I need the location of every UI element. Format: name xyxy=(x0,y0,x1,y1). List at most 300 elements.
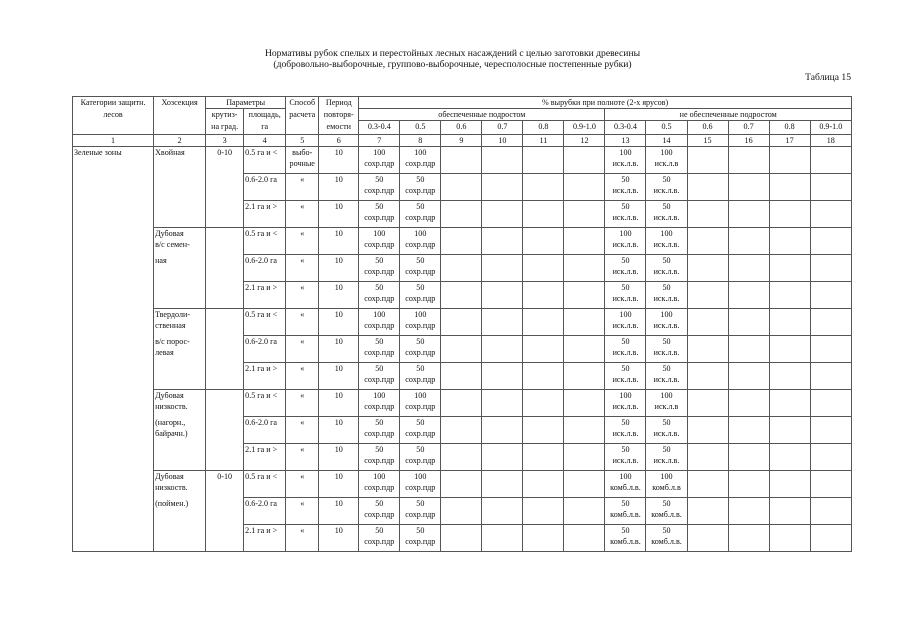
area-cell xyxy=(244,390,286,417)
cell-line-bottom xyxy=(245,266,284,277)
cell-line-bottom xyxy=(155,266,204,277)
cell-line-bottom xyxy=(74,482,152,493)
cell-line-bottom xyxy=(320,239,357,250)
cell-line-top xyxy=(524,363,562,374)
pct-provided-cell xyxy=(400,174,441,201)
cell-line-bottom xyxy=(730,347,768,358)
steepness-cell xyxy=(206,228,244,255)
cell-line-bottom xyxy=(155,536,204,547)
pct-provided-cell xyxy=(523,417,564,444)
cell-line-top: 2.1 га и > xyxy=(245,364,278,373)
cell-line-top: 100 xyxy=(660,229,673,238)
pct-not-provided-cell xyxy=(769,444,810,471)
cell-line-bottom xyxy=(245,455,284,466)
cell-line-top xyxy=(74,228,152,239)
cell-line-top: 50 xyxy=(416,526,425,535)
cell-line-bottom: сохр.пдр xyxy=(405,510,436,519)
cell-line-top xyxy=(812,309,850,320)
cell-line-top xyxy=(74,255,152,266)
header-period-cont: повторя- xyxy=(319,109,359,121)
steepness-cell xyxy=(206,417,244,444)
cell-line-top xyxy=(524,147,562,158)
cell-line-top xyxy=(207,498,242,509)
cell-line-bottom xyxy=(74,293,152,304)
cell-line-bottom xyxy=(730,320,768,331)
cell-line-top: 0.5 га и < xyxy=(245,229,278,238)
cell-line-top xyxy=(689,282,727,293)
pct-provided-cell xyxy=(523,282,564,309)
cell-line-top xyxy=(442,309,480,320)
cell-line-bottom xyxy=(287,320,317,331)
hozsection-cell xyxy=(154,498,206,525)
method-cell xyxy=(286,174,319,201)
hozsection-cell xyxy=(154,228,206,255)
pct-not-provided-cell xyxy=(687,336,728,363)
cell-line-top: 50 xyxy=(621,283,630,292)
pct-not-provided-cell xyxy=(605,336,646,363)
category-cell xyxy=(73,336,154,363)
cell-line-bottom: левая xyxy=(155,347,174,357)
cell-line-top xyxy=(812,174,850,185)
category-cell xyxy=(73,201,154,228)
cell-line-bottom xyxy=(207,158,242,169)
cell-line-bottom xyxy=(812,428,850,439)
pct-provided-cell xyxy=(359,444,400,471)
cell-line-bottom xyxy=(730,266,768,277)
pct-not-provided-cell xyxy=(769,390,810,417)
cell-line-top: 50 xyxy=(375,499,384,508)
cell-line-top: 100 xyxy=(373,391,386,400)
pct-not-provided-cell xyxy=(769,228,810,255)
pct-provided-cell xyxy=(400,444,441,471)
cell-line-bottom xyxy=(320,320,357,331)
table-row xyxy=(73,417,852,444)
table-row xyxy=(73,282,852,309)
cell-line-bottom xyxy=(730,455,768,466)
cell-line-top xyxy=(207,336,242,347)
cell-line-bottom xyxy=(483,239,521,250)
cell-line-bottom xyxy=(689,266,727,277)
cell-line-top: 100 xyxy=(660,148,673,157)
cell-line-bottom xyxy=(207,320,242,331)
cell-line-top: 50 xyxy=(662,364,671,373)
table-row xyxy=(73,390,852,417)
cell-line-bottom xyxy=(730,536,768,547)
cell-line-bottom: сохр.пдр xyxy=(405,321,436,330)
cell-line-top: 0.6-2.0 га xyxy=(245,418,278,427)
cell-line-top: (нагорн., xyxy=(155,417,186,427)
hozsection-cell xyxy=(154,282,206,309)
hozsection-cell xyxy=(154,363,206,390)
cell-line-bottom xyxy=(565,239,603,250)
pct-not-provided-cell xyxy=(810,471,851,498)
cell-line-bottom: сохр.пдр xyxy=(364,510,395,519)
cell-line-top: 2.1 га и > xyxy=(245,526,278,535)
category-cell xyxy=(73,525,154,552)
cell-line-top: 10 xyxy=(334,499,343,508)
cell-line-top xyxy=(689,228,727,239)
category-cell xyxy=(73,309,154,336)
pct-provided-cell xyxy=(523,390,564,417)
cell-line-bottom xyxy=(320,158,357,169)
cell-line-top xyxy=(771,390,809,401)
pct-not-provided-cell xyxy=(810,363,851,390)
cell-line-top xyxy=(483,309,521,320)
cell-line-bottom xyxy=(771,428,809,439)
cell-line-bottom: иск.л.в. xyxy=(612,186,639,195)
pct-not-provided-cell xyxy=(769,309,810,336)
pct-not-provided-cell xyxy=(605,228,646,255)
cell-line-top: « xyxy=(300,310,305,319)
pct-not-provided-cell xyxy=(646,147,687,174)
pct-not-provided-cell xyxy=(769,498,810,525)
cell-line-top xyxy=(771,444,809,455)
cell-line-bottom xyxy=(74,158,152,169)
hozsection-cell xyxy=(154,174,206,201)
cell-line-bottom: иск.л.в xyxy=(654,402,679,411)
cell-line-top xyxy=(565,228,603,239)
cell-line-bottom xyxy=(245,374,284,385)
cell-line-bottom: иск.л.в. xyxy=(612,267,639,276)
bottom-border-cell xyxy=(244,552,286,553)
cell-line-bottom xyxy=(524,536,562,547)
cell-line-bottom xyxy=(771,185,809,196)
category-cell xyxy=(73,282,154,309)
category-cell xyxy=(73,147,154,174)
pct-provided-cell xyxy=(564,255,605,282)
cell-line-bottom xyxy=(565,158,603,169)
cell-line-bottom xyxy=(524,266,562,277)
cell-line-top xyxy=(483,390,521,401)
pct-not-provided-cell xyxy=(687,417,728,444)
cell-line-top: Дубовая xyxy=(155,391,184,400)
pct-provided-cell xyxy=(482,201,523,228)
cell-line-bottom xyxy=(207,536,242,547)
cell-line-top: 10 xyxy=(334,391,343,400)
hozsection-cell xyxy=(154,147,206,174)
column-number: 4 xyxy=(244,135,286,147)
cell-line-top xyxy=(483,471,521,482)
cell-line-top: выбо- xyxy=(292,148,313,157)
cell-line-bottom xyxy=(565,401,603,412)
column-number: 5 xyxy=(286,135,319,147)
header-steepness-cont: на град. xyxy=(206,121,244,135)
density-header: 0.8 xyxy=(769,121,810,135)
cell-line-top xyxy=(442,228,480,239)
cell-line-bottom xyxy=(771,347,809,358)
pct-not-provided-cell xyxy=(810,417,851,444)
cell-line-top: « xyxy=(300,391,305,400)
cell-line-bottom xyxy=(442,509,480,520)
pct-not-provided-cell xyxy=(728,201,769,228)
cell-line-top xyxy=(442,201,480,212)
cell-line-top xyxy=(771,174,809,185)
pct-provided-cell xyxy=(564,147,605,174)
cell-line-top xyxy=(207,363,242,374)
cell-line-top: 0.6-2.0 га xyxy=(245,256,278,265)
density-header: 0.6 xyxy=(441,121,482,135)
cell-line-bottom xyxy=(524,509,562,520)
cell-line-bottom xyxy=(442,158,480,169)
cell-line-bottom xyxy=(245,320,284,331)
cell-line-top xyxy=(771,498,809,509)
period-cell xyxy=(319,228,359,255)
bottom-border-cell xyxy=(441,552,482,553)
cell-line-bottom xyxy=(689,185,727,196)
norms-table xyxy=(72,96,852,552)
cell-line-top xyxy=(155,363,204,374)
cell-line-top: 0.6-2.0 га xyxy=(245,499,278,508)
pct-provided-cell xyxy=(564,498,605,525)
cell-line-bottom xyxy=(730,509,768,520)
cell-line-bottom xyxy=(565,428,603,439)
table-row xyxy=(73,174,852,201)
period-cell xyxy=(319,255,359,282)
cell-line-bottom xyxy=(771,374,809,385)
cell-line-bottom xyxy=(287,293,317,304)
cell-line-bottom: комб.л.в xyxy=(652,483,681,492)
cell-line-top xyxy=(730,228,768,239)
period-cell xyxy=(319,309,359,336)
cell-line-bottom: иск.л.в. xyxy=(612,456,639,465)
pct-not-provided-cell xyxy=(646,309,687,336)
method-cell xyxy=(286,444,319,471)
cell-line-bottom: сохр.пдр xyxy=(364,402,395,411)
cell-line-top xyxy=(74,336,152,347)
area-cell xyxy=(244,471,286,498)
cell-line-bottom xyxy=(730,185,768,196)
pct-not-provided-cell xyxy=(810,228,851,255)
cell-line-top xyxy=(524,174,562,185)
cell-line-bottom xyxy=(565,509,603,520)
cell-line-bottom xyxy=(245,293,284,304)
cell-line-top xyxy=(689,255,727,266)
pct-provided-cell xyxy=(359,390,400,417)
cell-line-bottom: сохр.пдр xyxy=(364,348,395,357)
pct-provided-cell xyxy=(482,363,523,390)
area-cell xyxy=(244,147,286,174)
cell-line-bottom xyxy=(771,536,809,547)
cell-line-top xyxy=(442,525,480,536)
cell-line-top xyxy=(730,282,768,293)
cell-line-top: 50 xyxy=(662,337,671,346)
cell-line-top: 50 xyxy=(662,202,671,211)
cell-line-top: 50 xyxy=(416,175,425,184)
cell-line-top xyxy=(771,525,809,536)
cell-line-top: 0.6-2.0 га xyxy=(245,175,278,184)
cell-line-top xyxy=(442,147,480,158)
cell-line-bottom xyxy=(74,536,152,547)
cell-line-bottom xyxy=(771,293,809,304)
pct-not-provided-cell xyxy=(646,417,687,444)
cell-line-top: 100 xyxy=(660,472,673,481)
pct-provided-cell xyxy=(564,282,605,309)
hozsection-cell xyxy=(154,390,206,417)
pct-provided-cell xyxy=(523,147,564,174)
cell-line-bottom xyxy=(245,158,284,169)
cell-line-bottom xyxy=(524,320,562,331)
cell-line-bottom xyxy=(74,455,152,466)
cell-line-top xyxy=(565,363,603,374)
cell-line-top xyxy=(524,390,562,401)
header-steepness: крутиз- xyxy=(206,109,244,121)
cell-line-top: 10 xyxy=(334,256,343,265)
cell-line-top xyxy=(689,417,727,428)
cell-line-top: 2.1 га и > xyxy=(245,445,278,454)
method-cell xyxy=(286,228,319,255)
cell-line-top: Хвойная xyxy=(155,148,185,157)
cell-line-bottom xyxy=(320,455,357,466)
category-cell xyxy=(73,255,154,282)
cell-line-top: 50 xyxy=(662,445,671,454)
pct-not-provided-cell xyxy=(810,390,851,417)
cell-line-top: 10 xyxy=(334,229,343,238)
pct-provided-cell xyxy=(441,255,482,282)
cell-line-top xyxy=(565,390,603,401)
cell-line-bottom: байрачн.) xyxy=(155,428,188,438)
cell-line-top xyxy=(524,471,562,482)
cell-line-bottom xyxy=(320,293,357,304)
steepness-cell xyxy=(206,363,244,390)
header-area-cont: га xyxy=(244,121,286,135)
cell-line-bottom: сохр.пдр xyxy=(364,321,395,330)
column-number: 1 xyxy=(73,135,154,147)
cell-line-top: 10 xyxy=(334,526,343,535)
area-cell xyxy=(244,417,286,444)
steepness-cell xyxy=(206,174,244,201)
pct-provided-cell xyxy=(359,228,400,255)
pct-provided-cell xyxy=(441,309,482,336)
cell-line-top: 10 xyxy=(334,445,343,454)
cell-line-bottom xyxy=(812,536,850,547)
cell-line-top xyxy=(207,201,242,212)
pct-provided-cell xyxy=(482,417,523,444)
pct-not-provided-cell xyxy=(769,174,810,201)
cell-line-bottom: рочные xyxy=(289,159,315,168)
cell-line-top: 100 xyxy=(414,472,427,481)
pct-provided-cell xyxy=(564,174,605,201)
cell-line-top: 50 xyxy=(375,364,384,373)
column-number: 7 xyxy=(359,135,400,147)
area-cell xyxy=(244,336,286,363)
pct-provided-cell xyxy=(564,471,605,498)
method-cell xyxy=(286,255,319,282)
cell-line-top xyxy=(155,525,204,536)
cell-line-top xyxy=(771,309,809,320)
cell-line-bottom: иск.л.в. xyxy=(612,294,639,303)
cell-line-bottom: низкоств. xyxy=(155,402,188,411)
cell-line-top: « xyxy=(300,418,305,427)
cell-line-top: 100 xyxy=(660,310,673,319)
cell-line-top xyxy=(74,201,152,212)
table-body xyxy=(73,147,852,553)
cell-line-top: 50 xyxy=(416,418,425,427)
pct-not-provided-cell xyxy=(810,525,851,552)
cell-line-bottom: в/с семен- xyxy=(155,240,190,249)
pct-provided-cell xyxy=(441,336,482,363)
pct-provided-cell xyxy=(482,471,523,498)
cell-line-bottom: сохр.пдр xyxy=(405,402,436,411)
cell-line-top xyxy=(689,363,727,374)
table-row xyxy=(73,525,852,552)
cell-line-top: « xyxy=(300,175,305,184)
cell-line-bottom xyxy=(155,212,204,223)
cell-line-bottom xyxy=(320,374,357,385)
header-percent: % вырубки при полноте (2-х ярусов) xyxy=(359,97,852,109)
category-cell xyxy=(73,498,154,525)
pct-not-provided-cell xyxy=(728,471,769,498)
cell-line-top: 2.1 га и > xyxy=(245,202,278,211)
cell-line-bottom xyxy=(812,401,850,412)
pct-not-provided-cell xyxy=(769,363,810,390)
pct-not-provided-cell xyxy=(646,336,687,363)
pct-not-provided-cell xyxy=(728,228,769,255)
cell-line-top xyxy=(74,363,152,374)
cell-line-top xyxy=(565,147,603,158)
cell-line-bottom: низкоств. xyxy=(155,483,188,492)
column-number: 8 xyxy=(400,135,441,147)
pct-not-provided-cell xyxy=(687,471,728,498)
cell-line-bottom xyxy=(689,347,727,358)
cell-line-bottom: иск.л.в. xyxy=(612,213,639,222)
cell-line-top: 100 xyxy=(619,148,632,157)
bottom-border-cell xyxy=(810,552,851,553)
pct-not-provided-cell xyxy=(605,147,646,174)
cell-line-bottom xyxy=(812,347,850,358)
cell-line-top xyxy=(689,201,727,212)
cell-line-top: 100 xyxy=(414,148,427,157)
method-cell xyxy=(286,309,319,336)
cell-line-top xyxy=(689,498,727,509)
bottom-border-cell xyxy=(359,552,400,553)
cell-line-bottom xyxy=(565,347,603,358)
pct-not-provided-cell xyxy=(605,390,646,417)
bottom-border-cell xyxy=(482,552,523,553)
cell-line-top xyxy=(730,255,768,266)
cell-line-top xyxy=(207,174,242,185)
cell-line-bottom xyxy=(155,509,204,520)
cell-line-bottom xyxy=(287,455,317,466)
cell-line-bottom xyxy=(771,266,809,277)
cell-line-bottom xyxy=(483,212,521,223)
category-cell xyxy=(73,174,154,201)
bottom-border-cell xyxy=(564,552,605,553)
cell-line-top xyxy=(565,282,603,293)
method-cell xyxy=(286,417,319,444)
bottom-border-cell xyxy=(646,552,687,553)
cell-line-bottom xyxy=(442,320,480,331)
pct-provided-cell xyxy=(400,228,441,255)
cell-line-bottom: комб.л.в. xyxy=(610,537,641,546)
category-cell xyxy=(73,228,154,255)
steepness-cell xyxy=(206,444,244,471)
cell-line-bottom xyxy=(565,536,603,547)
area-cell xyxy=(244,444,286,471)
cell-line-bottom xyxy=(207,293,242,304)
period-cell xyxy=(319,525,359,552)
cell-line-top: 50 xyxy=(621,175,630,184)
cell-line-top xyxy=(74,390,152,401)
cell-line-bottom xyxy=(483,266,521,277)
cell-line-top: « xyxy=(300,337,305,346)
header-provided: обеспеченные подростом xyxy=(359,109,605,121)
cell-line-bottom: сохр.пдр xyxy=(364,537,395,546)
pct-provided-cell xyxy=(523,471,564,498)
cell-line-top xyxy=(730,390,768,401)
cell-line-bottom xyxy=(287,374,317,385)
pct-provided-cell xyxy=(564,444,605,471)
cell-line-top: 50 xyxy=(375,337,384,346)
